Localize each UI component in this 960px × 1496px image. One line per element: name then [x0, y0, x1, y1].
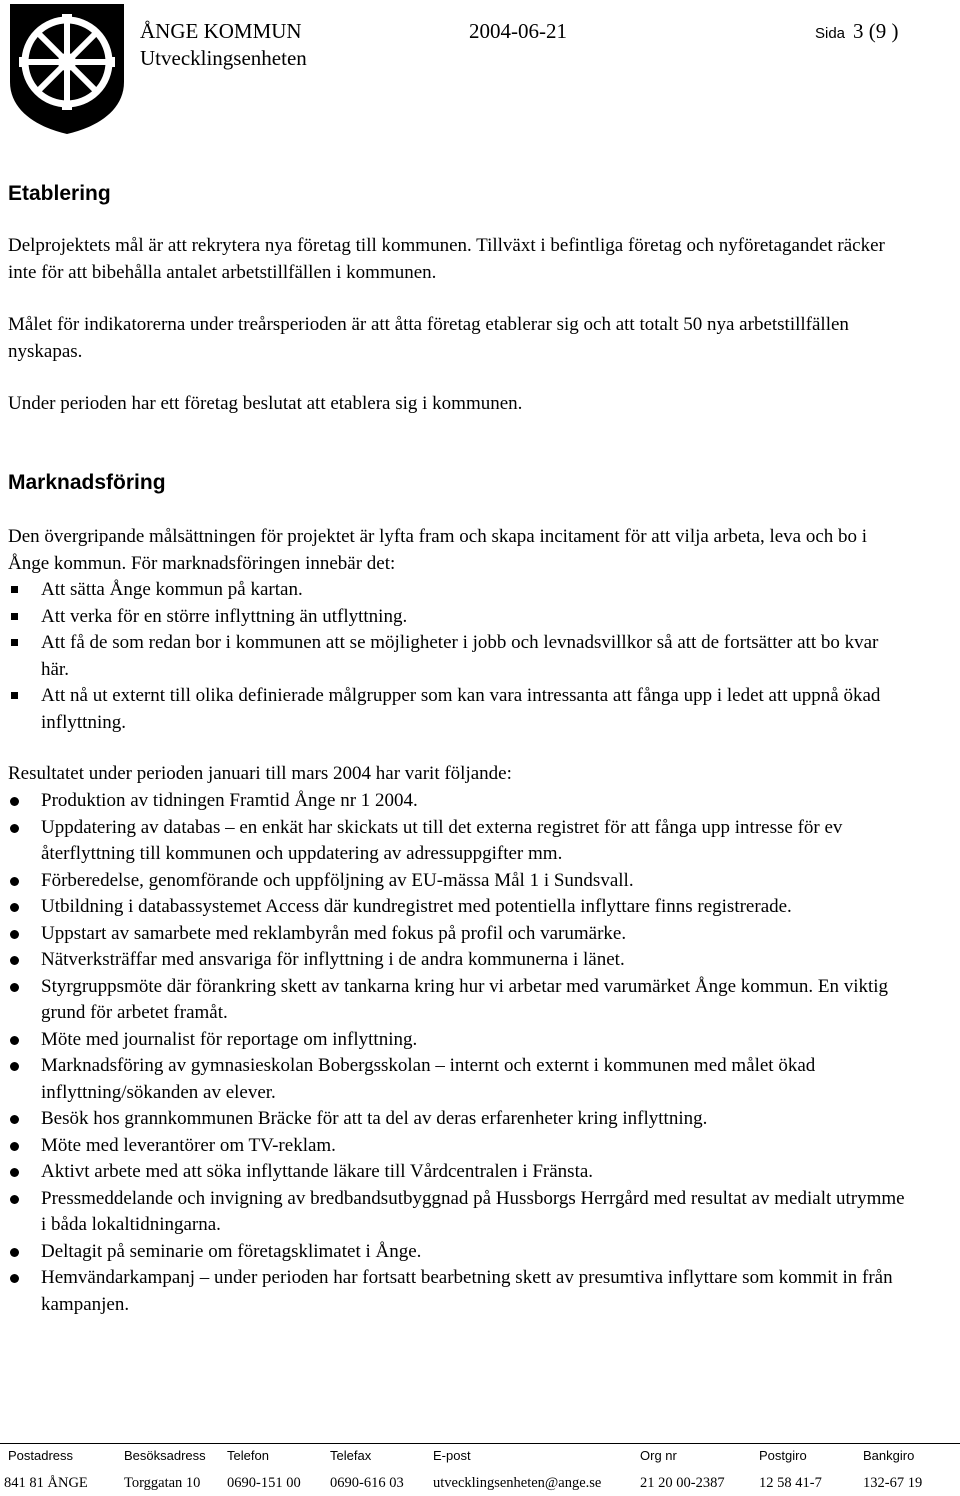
footer-label-bankgiro: Bankgiro	[863, 1448, 915, 1463]
footer-labels	[0, 1448, 960, 1468]
goal-item: Att nå ut externt till olika definierade målgrupper som kan vara intressanta att fånga upp i ledet att uppnå ökad inflyttning.	[8, 683, 908, 736]
header-org: ÅNGE KOMMUN	[140, 19, 302, 43]
results-intro: Resultatet under perioden januari till mars 2004 har varit följande:	[8, 763, 512, 784]
footer-value-postgiro: 12 58 41-7	[759, 1475, 822, 1491]
result-item: Besök hos grannkommunen Bräcke för att ta del av deras erfarenheter kring inflyttning.	[8, 1106, 908, 1133]
etablering-paragraph-1: Delprojektets mål är att rekrytera nya företag till kommunen. Tillväxt i befintliga företag och nyföretagandet räcker inte för att bibehålla antalet arbetstillfällen i kommunen.	[8, 235, 885, 283]
etablering-paragraph-2: Målet för indikatorerna under treårsperioden är att åtta företag etablerar sig och att totalt 50 nya arbetstillfällen nyskapas.	[8, 314, 849, 362]
footer-value-bankgiro: 132-67 19	[863, 1475, 923, 1491]
heading-etablering: Etablering	[8, 182, 111, 205]
result-item: Deltagit på seminarie om företagsklimatet i Ånge.	[8, 1239, 908, 1266]
goal-item: Att sätta Ånge kommun på kartan.	[8, 577, 908, 604]
footer-values	[0, 1475, 960, 1495]
result-item: Uppstart av samarbete med reklambyrån med fokus på profil och varumärke.	[8, 921, 908, 948]
ange-kommun-logo	[8, 0, 126, 136]
etablering-paragraph-3: Under perioden har ett företag beslutat att etablera sig i kommunen.	[8, 393, 523, 414]
result-item: Aktivt arbete med att söka inflyttande läkare till Vårdcentralen i Fränsta.	[8, 1159, 908, 1186]
result-item: Uppdatering av databas – en enkät har skickats ut till det externa registret för att fånga upp intresse för ev återflyttning till kommunen och uppdatering av adressuppgifter mm.	[8, 815, 908, 868]
footer-label-epost: E-post	[433, 1448, 471, 1463]
result-item: Styrgruppsmöte där förankring skett av tankarna kring hur vi arbetar med varumärket Ånge kommun. En viktig grund för arbetet framåt.	[8, 974, 908, 1027]
goal-item: Att få de som redan bor i kommunen att se möjligheter i jobb och levnadsvillkor så att de fortsätter att bo kvar här.	[8, 630, 908, 683]
footer-label-besoksadress: Besöksadress	[124, 1448, 206, 1463]
footer-value-epost[interactable]: utvecklingsenheten@ange.se	[433, 1475, 602, 1491]
footer-value-besoksadress: Torggatan 10	[124, 1475, 201, 1491]
footer-value-postadress: 841 81 ÅNGE	[4, 1475, 88, 1491]
result-item: Möte med leverantörer om TV-reklam.	[8, 1133, 908, 1160]
result-item: Förberedelse, genomförande och uppföljning av EU-mässa Mål 1 i Sundsvall.	[8, 868, 908, 895]
goals-list	[8, 577, 908, 736]
result-item: Marknadsföring av gymnasieskolan Bobergsskolan – internt och externt i kommunen med målet ökad inflyttning/sökanden av elever.	[8, 1053, 908, 1106]
result-item: Produktion av tidningen Framtid Ånge nr 1 2004.	[8, 788, 908, 815]
result-item: Nätverksträffar med ansvariga för inflyttning i de andra kommunerna i länet.	[8, 947, 908, 974]
footer-value-telefon: 0690-151 00	[227, 1475, 301, 1491]
results-list	[8, 788, 908, 1318]
page-number: 3 (9 )	[853, 19, 899, 43]
footer-label-postadress: Postadress	[8, 1448, 74, 1463]
footer-label-telefax: Telefax	[330, 1448, 372, 1463]
header-unit: Utvecklingsenheten	[140, 46, 307, 70]
footer-value-orgnr: 21 20 00-2387	[640, 1475, 725, 1491]
result-item: Pressmeddelande och invigning av bredbandsutbyggnad på Hussborgs Herrgård med resultat av medialt utrymme i båda lokaltidningarna.	[8, 1186, 908, 1239]
heading-marknadsforing: Marknadsföring	[8, 471, 166, 494]
footer-divider	[0, 1443, 960, 1444]
footer-label-orgnr: Org nr	[640, 1448, 677, 1463]
page-label: Sida	[815, 25, 846, 42]
header-date: 2004-06-21	[469, 19, 567, 43]
goal-item: Att verka för en större inflyttning än utflyttning.	[8, 604, 908, 631]
footer-value-telefax: 0690-616 03	[330, 1475, 404, 1491]
result-item: Utbildning i databassystemet Access där kundregistret med potentiella inflyttare finns registrerade.	[8, 894, 908, 921]
footer-label-postgiro: Postgiro	[759, 1448, 807, 1463]
result-item: Hemvändarkampanj – under perioden har fortsatt bearbetning skett av presumtiva inflyttare som kommit in från kampanjen.	[8, 1265, 908, 1318]
result-item: Möte med journalist för reportage om inflyttning.	[8, 1027, 908, 1054]
marknadsforing-intro: Den övergripande målsättningen för projektet är lyfta fram och skapa incitament för att vilja arbeta, leva och bo i Ånge kommun. För marknadsföringen innebär det:	[8, 526, 868, 574]
footer-label-telefon: Telefon	[227, 1448, 269, 1463]
